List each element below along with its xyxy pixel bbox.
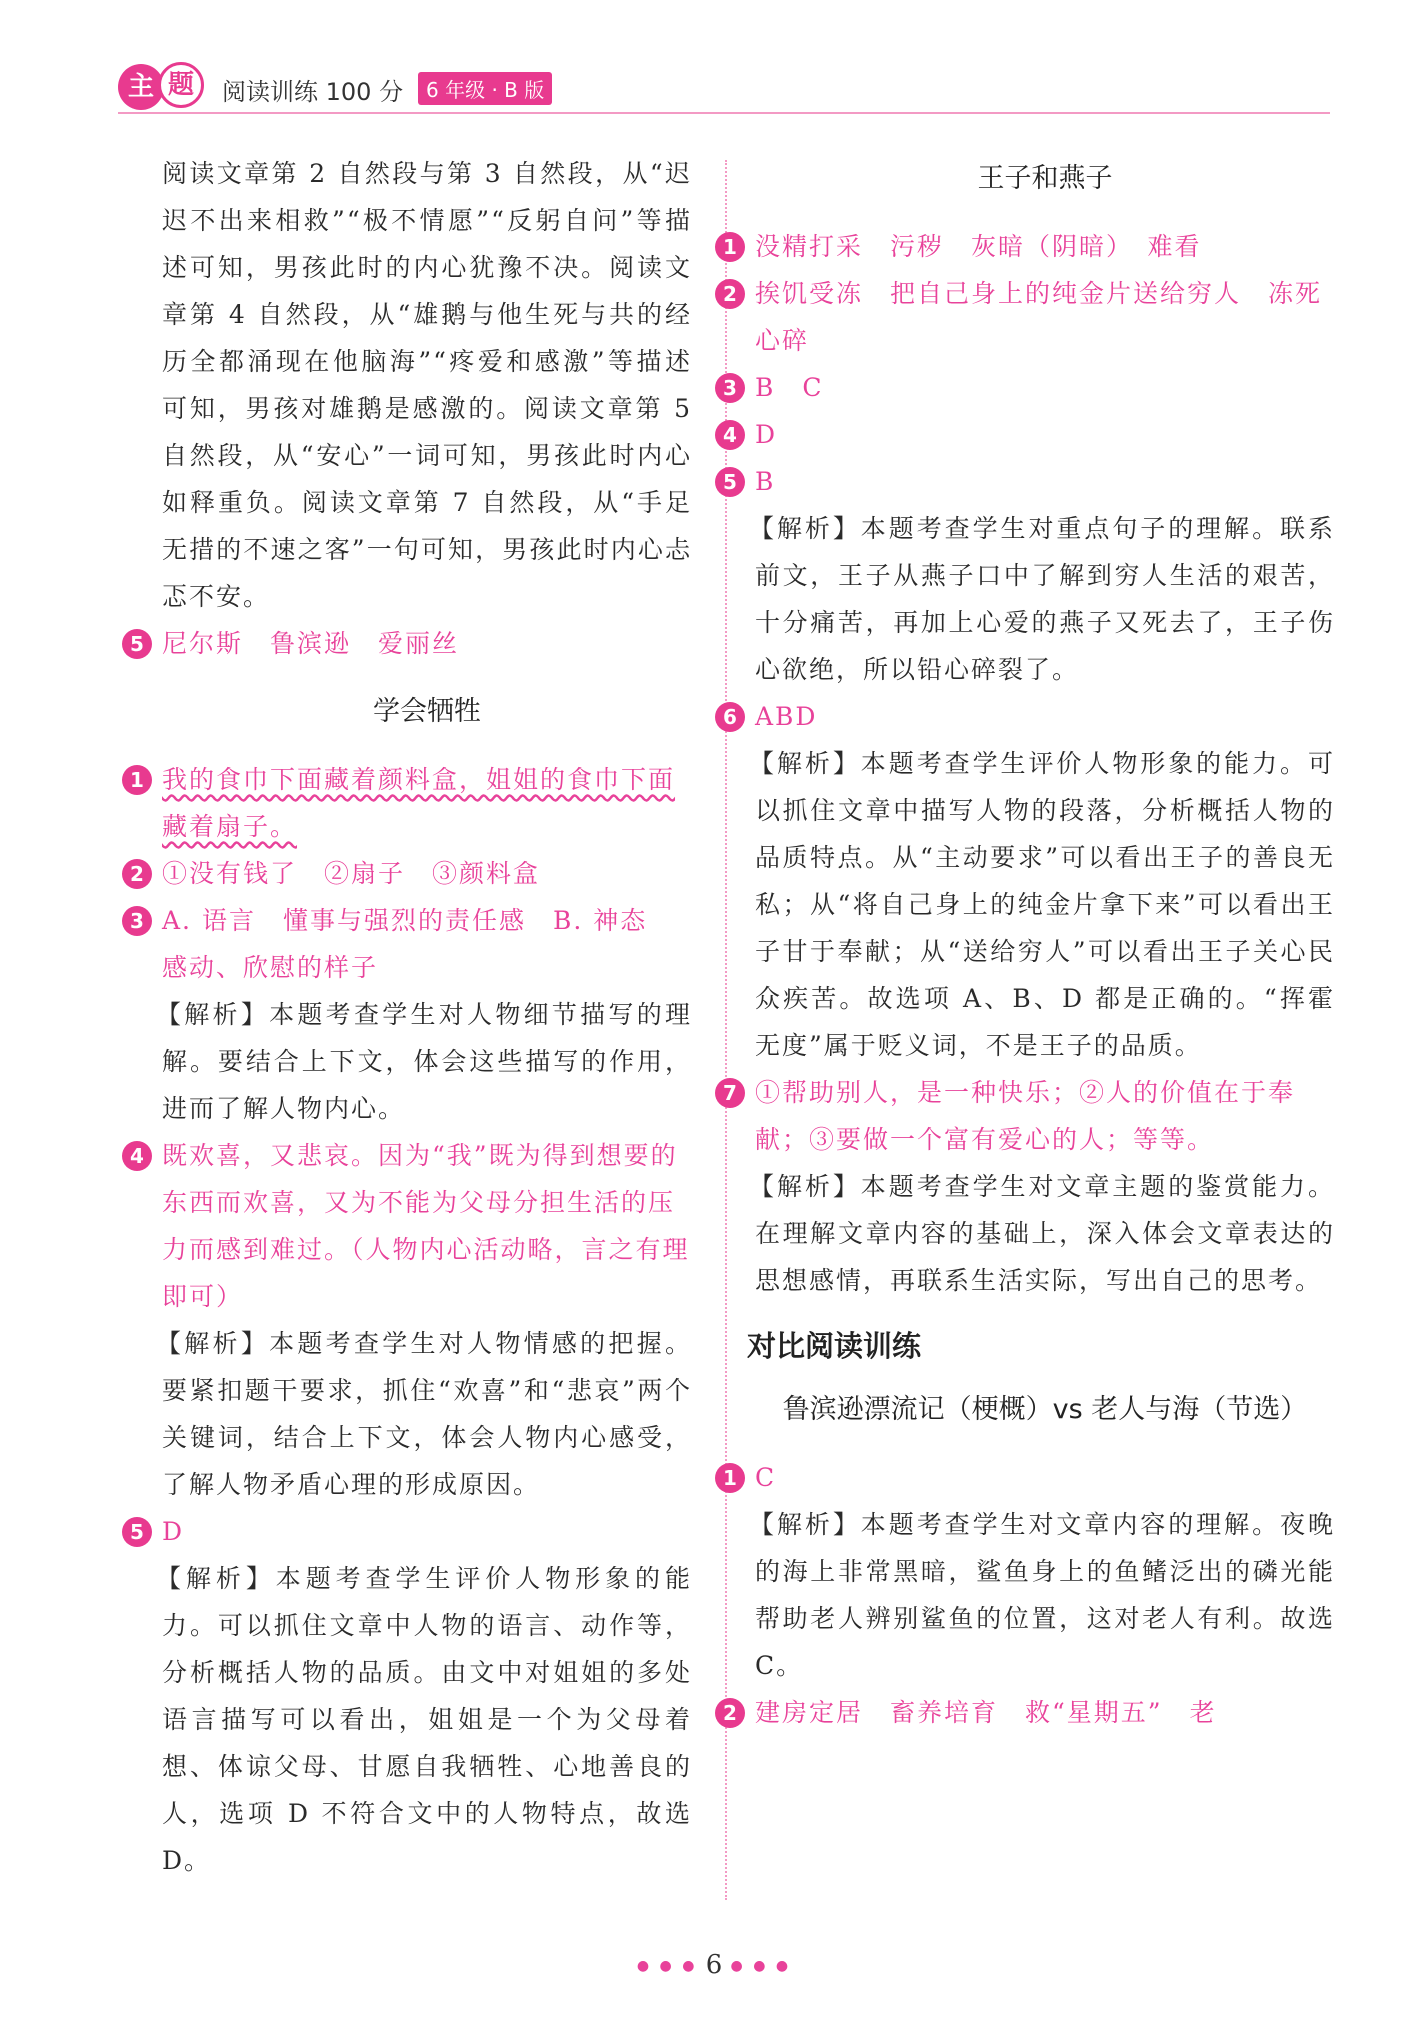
question-number: 5	[122, 629, 152, 659]
analysis-note	[749, 1501, 1335, 1689]
section-subtitle: 鲁滨逊漂流记（梗概）vs 老人与海（节选）	[782, 1394, 1308, 1425]
answer-item	[723, 270, 1350, 364]
answer-text: 没精打采 污秽 灰暗（阴暗） 难看	[755, 232, 1202, 261]
analysis-tag: 【解析】	[156, 1564, 276, 1593]
answer-text: 建房定居 畜养培育 救“星期五” 老	[755, 1698, 1217, 1727]
answer-item	[130, 1132, 692, 1320]
answer-text: D	[755, 420, 778, 449]
answer-text: ①帮助别人，是一种快乐；②人的价值在于奉献；③要做一个富有爱心的人；等等。	[755, 1078, 1296, 1154]
analysis-tag: 【解析】	[156, 1329, 270, 1358]
left-column	[130, 150, 692, 1884]
question-number: 4	[122, 1141, 152, 1171]
analysis-tag: 【解析】	[749, 749, 861, 778]
answer-item	[130, 897, 692, 991]
footer-dots-left: ● ● ●	[636, 1958, 698, 1974]
right-column	[723, 150, 1350, 1736]
analysis-text: 本题考查学生对重点句子的理解。联系前文，王子从燕子口中了解到穷人生活的艰苦，十分痛苦，再加上心爱的燕子又死去了，王子伤心欲绝，所以铅心碎裂了。	[755, 514, 1335, 684]
analysis-note	[156, 1555, 692, 1884]
section-title: 学会牺牲	[373, 696, 481, 727]
analysis-paragraph: 阅读文章第 2 自然段与第 3 自然段，从“迟迟不出来相救”“极不情愿”“反躬自问”等描述可知，男孩此时的内心犹豫不决。阅读文章第 4 自然段，从“雄鹅与他生死与共的经历全都涌现在他脑海”“疼爱和感激”等描述可知，男孩对雄鹅是感激的。阅读文章第 5 自然段，从“安心”一词可知，男孩此时内心如释重负。阅读文章第 7 自然段，从“手足无措的不速之客”一句可知，男孩此时内心忐忑不安。	[162, 159, 692, 611]
answer-item	[723, 458, 1335, 505]
answer-item	[130, 620, 692, 667]
analysis-text: 本题考查学生对文章主题的鉴赏能力。在理解文章内容的基础上，深入体会文章表达的思想感情，再联系生活实际，写出自己的思考。	[755, 1172, 1335, 1295]
question-number: 5	[122, 1517, 152, 1547]
question-number: 6	[715, 702, 745, 732]
answer-item	[130, 756, 692, 850]
question-number: 4	[715, 420, 745, 450]
analysis-text: 本题考查学生评价人物形象的能力。可以抓住文章中人物的语言、动作等，分析概括人物的品质。由文中对姐姐的多处语言描写可以看出，姐姐是一个为父母着想、体谅父母、甘愿自我牺牲、心地善良的人，选项 D 不符合文中的人物特点，故选 D。	[162, 1564, 692, 1875]
answer-item	[723, 693, 1335, 740]
analysis-text: 本题考查学生评价人物形象的能力。可以抓住文章中描写人物的段落，分析概括人物的品质特点。从“主动要求”可以看出王子的善良无私；从“将自己身上的纯金片拿下来”可以看出王子甘于奉献；从“送给穷人”可以看出王子关心民众疾苦。故选项 A、B、D 都是正确的。“挥霍无度”属于贬义词，不是王子的品质。	[755, 749, 1335, 1060]
analysis-text: 本题考查学生对人物情感的把握。要紧扣题干要求，抓住“欢喜”和“悲哀”两个关键词，结合上下文，体会人物内心感受，了解人物矛盾心理的形成原因。	[162, 1329, 692, 1499]
question-number: 2	[122, 859, 152, 889]
analysis-note	[749, 505, 1335, 693]
answer-text: 尼尔斯 鲁滨逊 爱丽丝	[162, 629, 460, 658]
analysis-tag: 【解析】	[749, 514, 861, 543]
question-number: 1	[715, 1463, 745, 1493]
question-number: 2	[715, 1698, 745, 1728]
logo-char-1: 主	[118, 64, 164, 110]
analysis-note	[749, 1163, 1335, 1304]
book-title: 阅读训练 100 分	[222, 78, 404, 106]
grade-badge: 6 年级 · B 版	[418, 72, 552, 105]
question-number: 1	[715, 232, 745, 262]
answer-text: 挨饥受冻 把自己身上的纯金片送给穷人 冻死 心碎	[755, 279, 1350, 355]
answer-text: C	[755, 1463, 777, 1492]
answer-item	[723, 411, 1335, 458]
analysis-text: 本题考查学生对文章内容的理解。夜晚的海上非常黑暗，鲨鱼身上的鱼鳍泛出的磷光能帮助老人辨别鲨鱼的位置，这对老人有利。故选 C。	[755, 1510, 1335, 1680]
answer-text: ①没有钱了 ②扇子 ③颜料盒	[162, 859, 541, 888]
answer-item	[130, 850, 692, 897]
page-footer	[0, 1950, 1428, 1980]
series-logo	[118, 62, 210, 110]
answer-text: B	[755, 467, 776, 496]
analysis-note	[749, 740, 1335, 1069]
section-heading: 对比阅读训练	[747, 1329, 922, 1363]
analysis-note	[156, 991, 692, 1132]
answer-text: D	[162, 1517, 185, 1546]
answer-item	[723, 223, 1335, 270]
answer-text: ABD	[755, 702, 818, 731]
page-header	[118, 62, 1330, 114]
section-title: 王子和燕子	[977, 163, 1113, 194]
answer-text: 既欢喜，又悲哀。因为“我”既为得到想要的东西而欢喜，又为不能为父母分担生活的压力而感到难过。（人物内心活动略，言之有理即可）	[162, 1141, 690, 1311]
answer-item	[130, 1508, 692, 1555]
logo-char-2: 题	[158, 62, 204, 108]
answer-text: A. 语言 懂事与强烈的责任感 B. 神态 感动、欣慰的样子	[162, 906, 675, 982]
answer-item	[723, 1689, 1335, 1736]
question-number: 3	[715, 373, 745, 403]
analysis-tag: 【解析】	[749, 1510, 861, 1539]
answer-text: 我的食巾下面藏着颜料盒，姐姐的食巾下面藏着扇子。	[162, 765, 676, 841]
answer-item	[723, 1454, 1335, 1501]
answer-text: B C	[755, 373, 824, 402]
analysis-text: 本题考查学生对人物细节描写的理解。要结合上下文，体会这些描写的作用，进而了解人物内心。	[162, 1000, 692, 1123]
answer-item	[723, 364, 1335, 411]
question-number: 2	[715, 279, 745, 309]
header-divider	[118, 112, 1330, 114]
analysis-tag: 【解析】	[749, 1172, 861, 1201]
answer-item	[723, 1069, 1335, 1163]
page-number: 6	[705, 1950, 723, 1980]
question-number: 1	[122, 765, 152, 795]
question-number: 7	[715, 1078, 745, 1108]
question-number: 3	[122, 906, 152, 936]
analysis-tag: 【解析】	[156, 1000, 270, 1029]
analysis-note	[156, 1320, 692, 1508]
question-number: 5	[715, 467, 745, 497]
footer-dots-right: ● ● ●	[730, 1958, 792, 1974]
